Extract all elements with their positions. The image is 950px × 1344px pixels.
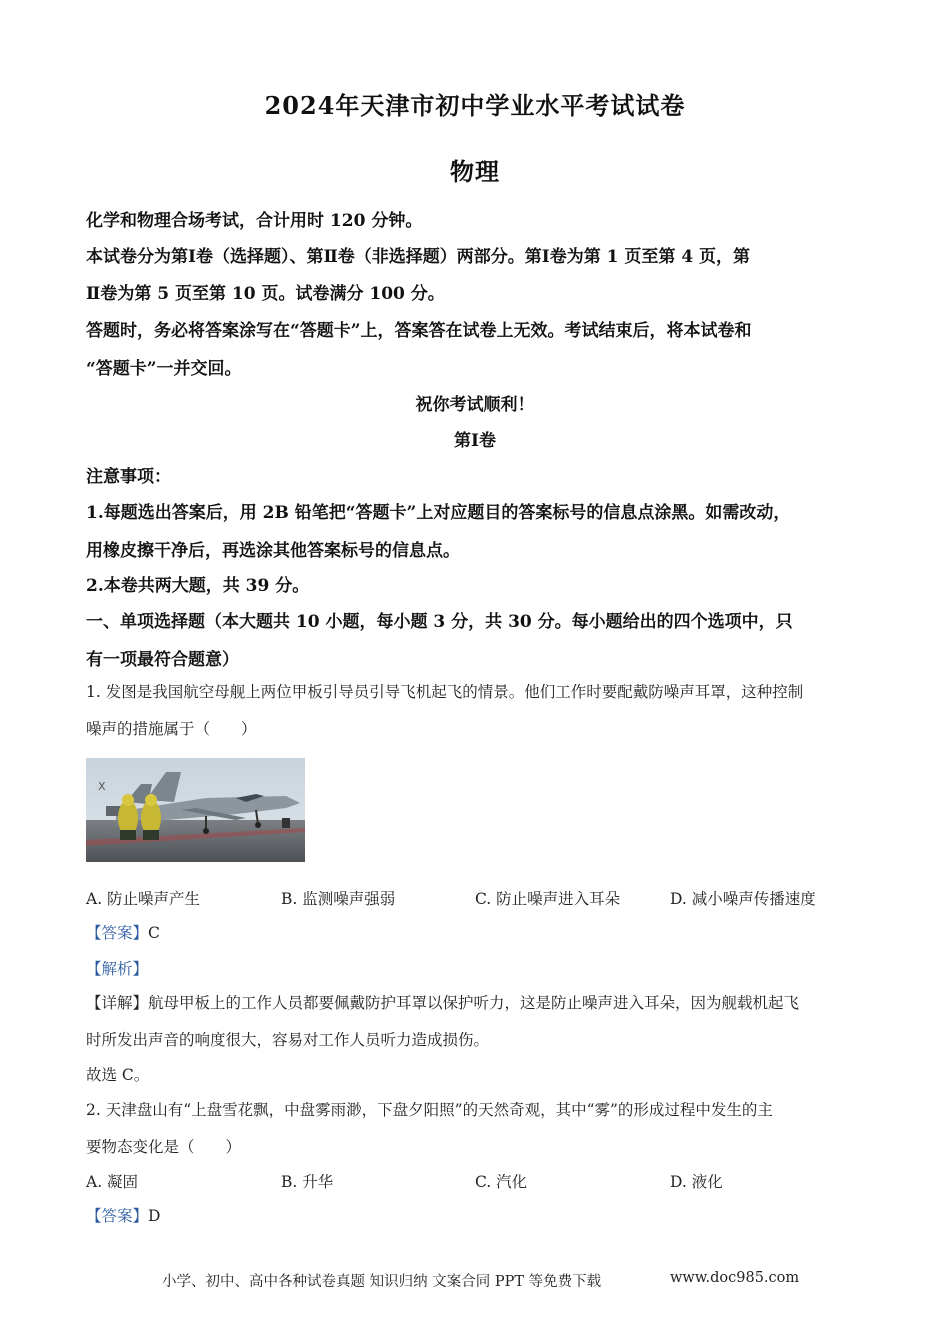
option-c: C. 汽化 <box>475 1173 528 1191</box>
svg-text:X: X <box>98 780 106 793</box>
note-item: 2.本卷共两大题，共 39 分。 <box>86 576 310 596</box>
section-heading: 一、单项选择题（本大题共 10 小题，每小题 3 分，共 30 分。每小题给出的四个选项中，只 <box>86 612 793 632</box>
option-d: D. 液化 <box>670 1173 723 1191</box>
detail-line <box>86 991 799 1013</box>
question-stem: 要物态变化是（ ） <box>86 1138 242 1156</box>
option-b: B. 监测噪声强弱 <box>281 890 396 908</box>
note-item: 1.每题选出答案后，用 2B 铅笔把“答题卡”上对应题目的答案标号的信息点涂黑。如需改动， <box>86 503 791 523</box>
notes-heading: 注意事项： <box>86 467 171 487</box>
answer-value: C <box>148 924 160 942</box>
option-a: A. 防止噪声产生 <box>86 890 201 908</box>
intro-line: Ⅱ卷为第 5 页至第 10 页。试卷满分 100 分。 <box>86 284 445 304</box>
option-c: C. 防止噪声进入耳朵 <box>475 890 621 908</box>
intro-line: “答题卡”一并交回。 <box>86 359 242 379</box>
answer-line <box>86 1204 160 1226</box>
detail-text: 航母甲板上的工作人员都要佩戴防护耳罩以保护听力，这是防止噪声进入耳朵，因为舰载机起飞 <box>148 994 800 1012</box>
detail-text: 时所发出声音的响度很大，容易对工作人员听力造成损伤。 <box>86 1031 490 1049</box>
footer-text: 小学、初中、高中各种试卷真题 知识归纳 文案合同 PPT 等免费下载 <box>162 1274 602 1290</box>
carrier-jet-photo <box>86 758 305 862</box>
wish-text: 祝你考试顺利！ <box>415 395 535 415</box>
footer-url[interactable]: www.doc985.com <box>670 1270 800 1286</box>
analysis-tag: 【解析】 <box>86 960 149 978</box>
intro-line: 答题时，务必将答案涂写在“答题卡”上，答案答在试卷上无效。考试结束后，将本试卷和 <box>86 321 752 341</box>
question-stem: 2. 天津盘山有“上盘雪花飘，中盘雾雨渺，下盘夕阳照”的天然奇观，其中“雾”的形成过程中发生的主 <box>86 1101 773 1119</box>
intro-line: 本试卷分为第Ⅰ卷（选择题）、第Ⅱ卷（非选择题）两部分。第Ⅰ卷为第 1 页至第 4 页，第 <box>86 247 751 267</box>
question-stem: 噪声的措施属于（ ） <box>86 720 257 738</box>
question-stem: 1. 发图是我国航空母舰上两位甲板引导员引导飞机起飞的情景。他们工作时要配戴防噪声耳罩，这种控制 <box>86 683 804 701</box>
volume-heading: 第Ⅰ卷 <box>454 431 496 451</box>
option-b: B. 升华 <box>281 1173 334 1191</box>
option-a: A. 凝固 <box>86 1173 139 1191</box>
answer-value: D <box>148 1207 161 1225</box>
section-heading: 有一项最符合题意） <box>86 650 239 670</box>
conclusion-text: 故选 C。 <box>86 1066 150 1084</box>
subject-title: 物理 <box>450 157 500 186</box>
answer-tag: 【答案】 <box>86 1207 149 1225</box>
note-item: 用橡皮擦干净后，再选涂其他答案标号的信息点。 <box>86 541 460 561</box>
intro-line: 化学和物理合场考试，合计用时 120 分钟。 <box>86 211 423 231</box>
option-d: D. 减小噪声传播速度 <box>670 890 816 908</box>
detail-tag: 【详解】 <box>86 994 149 1012</box>
answer-tag: 【答案】 <box>86 924 149 942</box>
answer-line <box>86 921 160 943</box>
page-title: 2024年天津市初中学业水平考试试卷 <box>264 91 686 120</box>
